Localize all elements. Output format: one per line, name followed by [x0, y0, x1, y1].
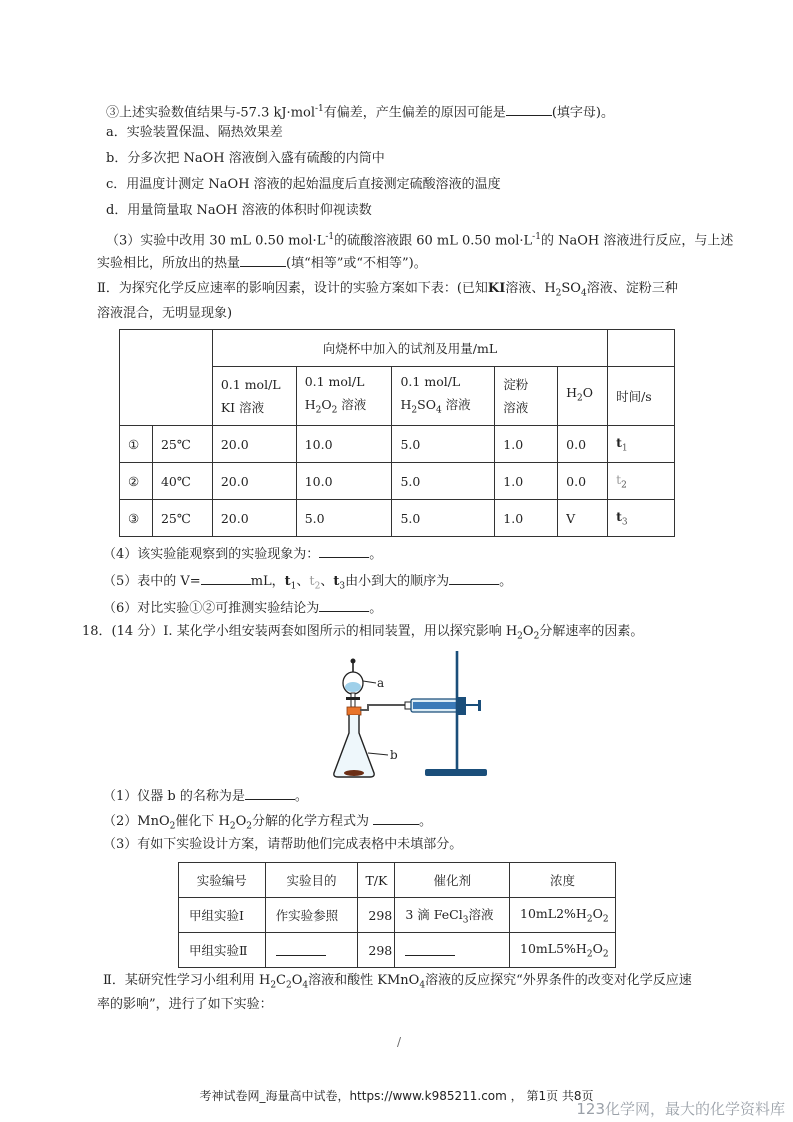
- answer-blank[interactable]: [506, 102, 552, 116]
- table-row: 甲组实验Ⅰ 作实验参照 298 3 滴 FeCl$_3$溶液 $10mL2\%H_2O_2$: [179, 898, 616, 933]
- option-c: c．用温度计测定 NaOH 溶液的起始温度后直接测定硫酸溶液的温度: [106, 177, 501, 192]
- answer-blank[interactable]: [319, 544, 369, 558]
- th-id: 实验编号: [179, 863, 266, 898]
- blank-corner-cell: [120, 330, 213, 426]
- apparatus-figure: [330, 645, 500, 785]
- option-d: d．用量筒量取 NaOH 溶液的体积时仰视读数: [106, 203, 372, 218]
- col-water: $H_2O$: [558, 367, 608, 426]
- part-2-b: Ⅱ．某研究性学习小组利用 $H_2C_2O_4$溶液和酸性 KMnO$_4$溶液的反应探究“外界条件的改变对化学反应速: [103, 973, 692, 991]
- separatory-funnel-a: [343, 659, 376, 708]
- col-ki: 0.1 mol/L KI 溶液: [212, 367, 296, 426]
- table-row: 甲组实验Ⅱ 298 $10mL5\%H_2O_2$: [179, 933, 616, 968]
- th-purpose: 实验目的: [265, 863, 358, 898]
- sub-question-1: （1）仪器 b 的名称为是 。: [103, 786, 308, 806]
- answer-blank[interactable]: [449, 571, 499, 585]
- question-3b-line: （3）实验中改用 30 mL 0.50 $mol\cdot L^{-1}$的硫酸溶液跟 60 mL 0.50 $mol\cdot L^{-1}$的 NaOH 溶液进行反应，与上述: [106, 232, 734, 249]
- table-row: ③ 25℃ 20.0 5.0 5.0 1.0 V $t_3$: [120, 500, 675, 537]
- part-2-intro: Ⅱ．为探究化学反应速率的影响因素，设计的实验方案如下表：(已知KI溶液、$H_2SO_4$溶液、淀粉三种: [97, 281, 678, 299]
- table-row: ① 25℃ 20.0 10.0 5.0 1.0 0.0 $t_1$: [120, 426, 675, 463]
- slash-mark: /: [397, 1035, 402, 1049]
- iron-stand: [425, 651, 487, 776]
- question-4: （4）该实验能观察到的实验现象为： 。: [103, 544, 382, 564]
- th-conc: 浓度: [510, 863, 616, 898]
- sub-question-2: （2）MnO$_2$催化下 $H_2O_2$分解的化学方程式为 。: [103, 811, 432, 836]
- option-b: b．分多次把 NaOH 溶液倒入盛有硫酸的内筒中: [106, 151, 385, 166]
- watermark: 123化学网，最大的化学资料库: [576, 1100, 785, 1118]
- answer-blank[interactable]: [276, 942, 326, 956]
- question-5: （5）表中的 V= mL，$t_1$、$t_2$、$t_3$由小到大的顺序为 。: [103, 571, 512, 596]
- syringe: [405, 697, 481, 715]
- th-temp: T/K: [358, 863, 395, 898]
- blank-header-cell: [608, 330, 675, 367]
- table-header-reagents: 向烧杯中加入的试剂及用量/mL: [212, 330, 607, 367]
- page-footer: 考神试卷网_海量高中试卷，https://www.k985211.com ， 第1页 共8页: [199, 1089, 594, 1103]
- answer-blank[interactable]: [405, 942, 455, 956]
- col-starch: 淀粉 溶液: [495, 367, 558, 426]
- part-2-b-cont: 率的影响”，进行了如下实验：: [97, 997, 273, 1012]
- question-3b-cont: 实验相比，所放出的热量 (填“相等”或“不相等”)。: [97, 253, 427, 273]
- label-a: a: [377, 676, 385, 690]
- answer-blank[interactable]: [240, 253, 286, 267]
- col-h2so4: 0.1 mol/L $H_2SO_4$ 溶液: [392, 367, 495, 426]
- col-time: 时间/s: [608, 367, 675, 426]
- option-a: a．实验装置保温、隔热效果差: [106, 125, 283, 140]
- th-catalyst: 催化剂: [395, 863, 510, 898]
- col-h2o2: 0.1 mol/L $H_2O_2$ 溶液: [296, 367, 392, 426]
- answer-blank[interactable]: [319, 598, 369, 612]
- label-b: b: [390, 748, 398, 762]
- table-row: ② 40℃ 20.0 10.0 5.0 1.0 0.0 $t_2$: [120, 463, 675, 500]
- question-18: 18．(14 分）Ⅰ. 某化学小组安装两套如图所示的相同装置，用以探究影响 $H_2O_2$分解速率的因素。: [82, 624, 644, 642]
- conical-flask-b: [334, 715, 388, 777]
- part-2-intro-cont: 溶液混合，无明显现象): [97, 306, 233, 321]
- design-table: [178, 862, 616, 968]
- question-6: （6）对比实验①②可推测实验结论为 。: [103, 598, 382, 618]
- answer-blank[interactable]: [201, 571, 251, 585]
- sub-question-3: （3）有如下实验设计方案，请帮助他们完成表格中未填部分。: [103, 837, 463, 852]
- answer-blank[interactable]: [245, 786, 295, 800]
- question-3-line: ③上述实验数值结果与-57.3 kJ·mol$^{-1}$有偏差，产生偏差的原因可能是 (填字母)。: [106, 104, 614, 121]
- experiment-table: [119, 329, 675, 537]
- answer-blank[interactable]: [373, 811, 419, 825]
